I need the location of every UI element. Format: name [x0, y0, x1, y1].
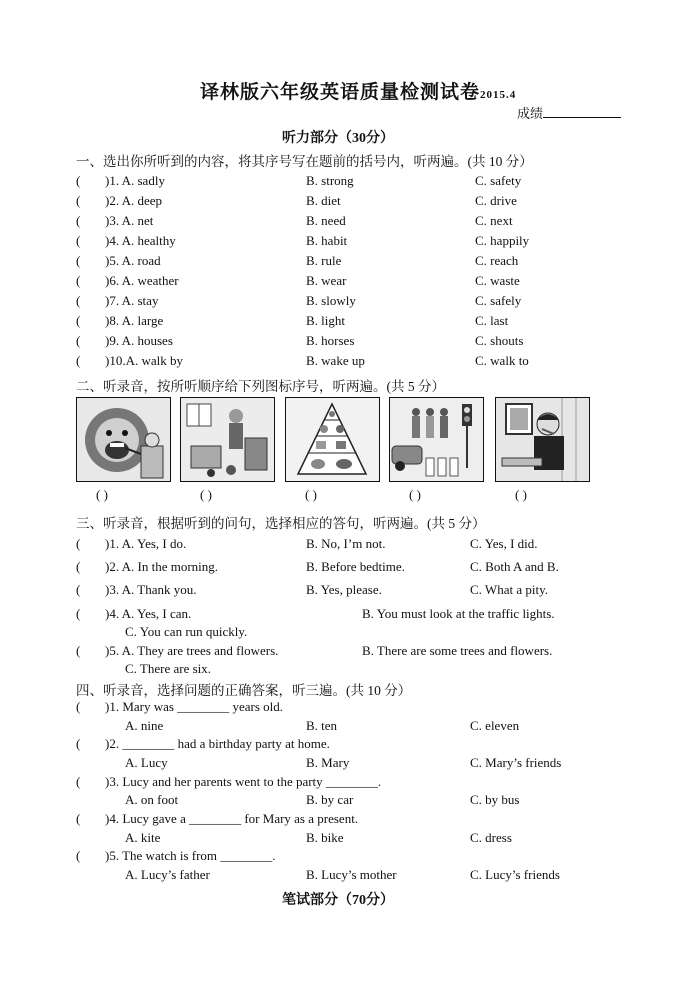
answer-c: C. happily [475, 233, 530, 248]
picture-answer-5[interactable]: ( ) [515, 487, 527, 502]
score-label: 成绩 [517, 106, 544, 121]
answer-a: )7. A. stay [105, 293, 159, 308]
question-row: ( [76, 643, 81, 658]
picture-answer-4[interactable]: ( ) [409, 487, 421, 502]
answer-c: C. walk to [475, 353, 529, 368]
question-text: )3. Lucy and her parents went to the party ________. [105, 774, 382, 789]
answer-a: )8. A. large [105, 313, 164, 328]
question-row: ( [76, 559, 81, 574]
answer-a: )1. A. sadly [105, 173, 165, 188]
score-blank[interactable] [543, 104, 621, 118]
crosswalk-icon [389, 397, 484, 482]
picture-answer-2[interactable]: ( ) [200, 487, 212, 502]
answer-b: B. ten [306, 718, 338, 733]
answer-c: C. drive [475, 193, 517, 208]
part2-instruction: 二、听录音，按所听顺序给下列图标序号，听两遍。(共 5 分） [76, 379, 445, 394]
answer-a: )3. A. Thank you. [105, 582, 197, 597]
answer-c: C. waste [475, 273, 520, 288]
answer-b: B. horses [306, 333, 355, 348]
answer-b: B. by car [306, 792, 354, 807]
question-row: ( [76, 848, 81, 863]
score-field [517, 103, 621, 122]
question-row: ( [76, 293, 81, 308]
question-row: ( [76, 193, 81, 208]
exam-title: 译林版六年级英语质量检测试卷2015.4 [200, 82, 517, 103]
answer-b: B. light [306, 313, 346, 328]
answer-a: )2. A. deep [105, 193, 163, 208]
answer-a: )5. A. They are trees and flowers. [105, 643, 279, 658]
answer-b: B. strong [306, 173, 354, 188]
question-row: ( [76, 313, 81, 328]
question-text: )4. Lucy gave a ________ for Mary as a present. [105, 811, 359, 826]
answer-b: B. need [306, 213, 346, 228]
answer-b: B. slowly [306, 293, 356, 308]
answer-a: A. nine [125, 718, 164, 733]
question-row: ( [76, 536, 81, 551]
answer-a: )10.A. walk by [105, 353, 183, 368]
written-section-title: 笔试部分（70分） [282, 893, 394, 908]
answer-a: )5. A. road [105, 253, 161, 268]
answer-a: )9. A. houses [105, 333, 173, 348]
answer-c: C. reach [475, 253, 519, 268]
listening-section-title: 听力部分（30分） [282, 131, 394, 146]
answer-a: A. on foot [125, 792, 179, 807]
picture-answer-3[interactable]: ( ) [305, 487, 317, 502]
part4-instruction: 四、听录音，选择问题的正确答案，听三遍。(共 10 分） [76, 683, 412, 698]
answer-a: )1. A. Yes, I do. [105, 536, 187, 551]
exam-year: 2015.4 [480, 89, 517, 101]
answer-c: C. What a pity. [470, 582, 548, 597]
answer-c: C. safely [475, 293, 522, 308]
answer-c: C. There are six. [125, 661, 212, 676]
answer-c: C. Lucy’s friends [470, 867, 560, 882]
question-row: ( [76, 273, 81, 288]
question-row: ( [76, 736, 81, 751]
answer-c: C. safety [475, 173, 522, 188]
part3-instruction: 三、听录音，根据听到的问句，选择相应的答句，听两遍。(共 5 分） [76, 516, 486, 531]
answer-c: C. You can run quickly. [125, 624, 248, 639]
question-row: ( [76, 353, 81, 368]
part1-instruction: 一、选出你所听到的内容，将其序号写在题前的括号内，听两遍。(共 10 分） [76, 154, 533, 169]
question-row: ( [76, 606, 81, 621]
question-row: ( [76, 811, 81, 826]
question-row: ( [76, 233, 81, 248]
answer-a: )4. A. healthy [105, 233, 176, 248]
question-row: ( [76, 582, 81, 597]
boy-brushing-teeth-icon [495, 397, 590, 482]
answer-b: B. Yes, please. [306, 582, 382, 597]
answer-b: B. Lucy’s mother [306, 867, 397, 882]
messy-room-icon [180, 397, 275, 482]
question-row: ( [76, 333, 81, 348]
answer-c: C. eleven [470, 718, 520, 733]
question-text: )2. ________ had a birthday party at home. [105, 736, 330, 751]
answer-a: )2. A. In the morning. [105, 559, 219, 574]
answer-b: B. Mary [306, 755, 350, 770]
answer-b: B. wear [306, 273, 347, 288]
answer-b: B. You must look at the traffic lights. [362, 606, 555, 621]
answer-c: C. dress [470, 830, 512, 845]
question-row: ( [76, 213, 81, 228]
question-row: ( [76, 774, 81, 789]
answer-c: C. shouts [475, 333, 524, 348]
answer-b: B. rule [306, 253, 342, 268]
picture-answer-1[interactable]: ( ) [96, 487, 108, 502]
answer-c: C. Yes, I did. [470, 536, 538, 551]
question-text: )5. The watch is from ________. [105, 848, 276, 863]
answer-b: B. bike [306, 830, 344, 845]
answer-b: B. diet [306, 193, 341, 208]
answer-b: B. There are some trees and flowers. [362, 643, 553, 658]
question-row: ( [76, 173, 81, 188]
question-text: )1. Mary was ________ years old. [105, 699, 283, 714]
answer-b: B. Before bedtime. [306, 559, 405, 574]
answer-c: C. next [475, 213, 513, 228]
answer-c: C. Both A and B. [470, 559, 559, 574]
question-row: ( [76, 253, 81, 268]
answer-b: B. wake up [306, 353, 365, 368]
answer-c: C. Mary’s friends [470, 755, 562, 770]
answer-a: )3. A. net [105, 213, 154, 228]
answer-c: C. by bus [470, 792, 520, 807]
answer-b: B. habit [306, 233, 348, 248]
answer-b: B. No, I’m not. [306, 536, 386, 551]
answer-a: A. Lucy’s father [125, 867, 210, 882]
answer-c: C. last [475, 313, 509, 328]
answer-a: A. kite [125, 830, 161, 845]
answer-a: A. Lucy [125, 755, 168, 770]
answer-a: )4. A. Yes, I can. [105, 606, 192, 621]
lion-dentist-icon [76, 397, 171, 482]
food-pyramid-icon [285, 397, 380, 482]
question-row: ( [76, 699, 81, 714]
answer-a: )6. A. weather [105, 273, 179, 288]
